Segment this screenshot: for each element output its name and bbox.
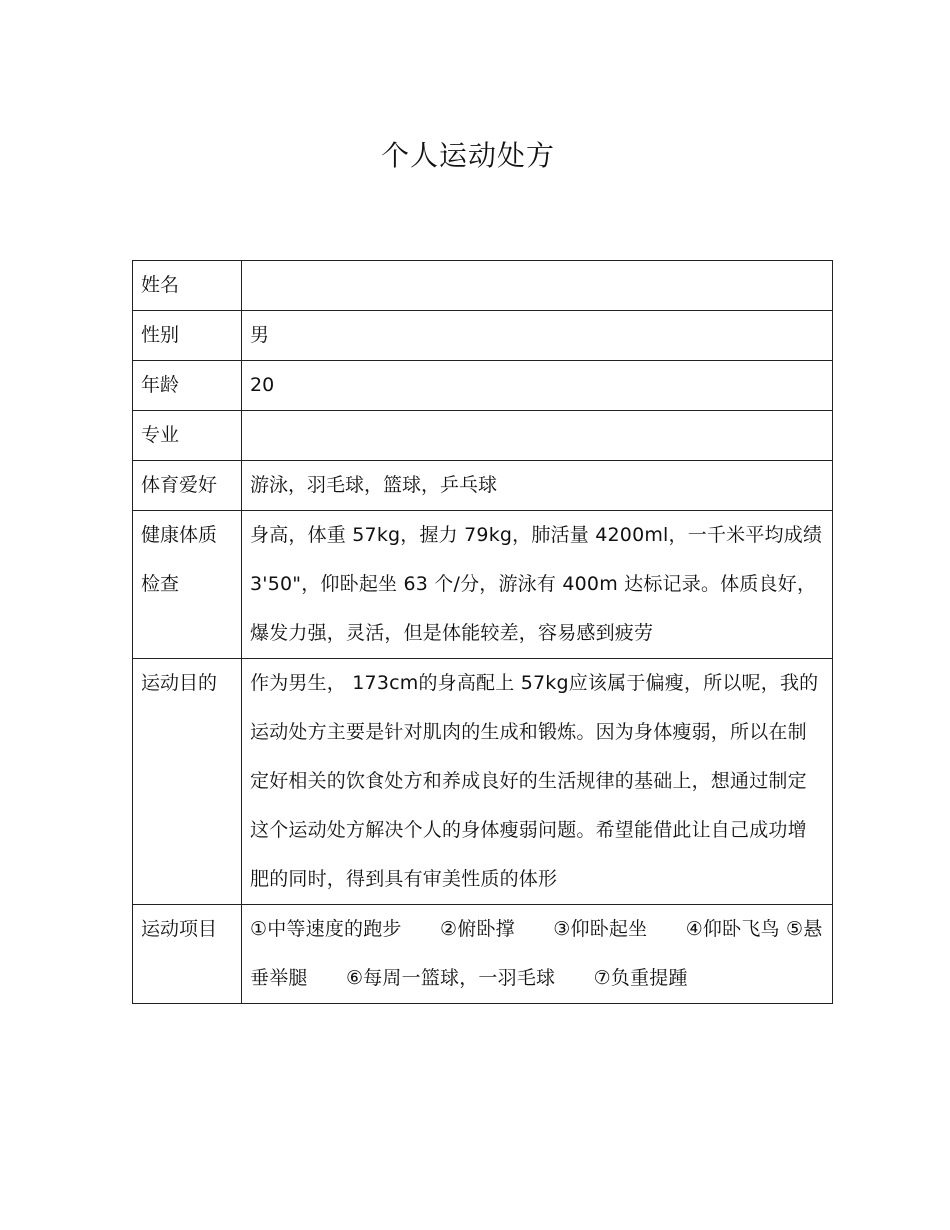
label-name: 姓名 bbox=[133, 261, 242, 311]
table-row-major bbox=[133, 411, 833, 461]
value-name bbox=[242, 261, 833, 311]
value-exercise-items: ①中等速度的跑步 ②俯卧撑 ③仰卧起坐 ④仰卧飞鸟 ⑤悬垂举腿 ⑥每周一篮球，一羽毛球 ⑦负重提踵 bbox=[242, 905, 833, 1004]
value-hobbies: 游泳，羽毛球，篮球，乒乓球 bbox=[242, 461, 833, 511]
value-health-check: 身高，体重 57kg，握力 79kg，肺活量 4200ml，一千米平均成绩 3'50"，仰卧起坐 63 个/分，游泳有 400m 达标记录。体质良好，爆发力强，灵活，但是体能较差，容易感到疲劳 bbox=[242, 511, 833, 659]
label-age: 年龄 bbox=[133, 361, 242, 411]
label-hobbies: 体育爱好 bbox=[133, 461, 242, 511]
value-age: 20 bbox=[242, 361, 833, 411]
table-row-hobbies bbox=[133, 461, 833, 511]
label-exercise-items: 运动项目 bbox=[133, 905, 242, 1004]
table-row-age bbox=[133, 361, 833, 411]
table-row-health-check bbox=[133, 511, 833, 659]
table-row-gender bbox=[133, 311, 833, 361]
value-purpose: 作为男生， 173cm的身高配上 57kg应该属于偏瘦，所以呢，我的运动处方主要是针对肌肉的生成和锻炼。因为身体瘦弱，所以在制定好相关的饮食处方和养成良好的生活规律的基础上，想通过制定这个运动处方解决个人的身体瘦弱问题。希望能借此让自己成功增肥的同时，得到具有审美性质的体形 bbox=[242, 659, 833, 905]
label-purpose: 运动目的 bbox=[133, 659, 242, 905]
value-gender: 男 bbox=[242, 311, 833, 361]
table-row-purpose bbox=[133, 659, 833, 905]
exercise-prescription-table bbox=[132, 260, 833, 1004]
value-major bbox=[242, 411, 833, 461]
table-row-name bbox=[133, 261, 833, 311]
label-major: 专业 bbox=[133, 411, 242, 461]
page-title: 个人运动处方 bbox=[380, 139, 555, 172]
table-row-exercise-items bbox=[133, 905, 833, 1004]
label-gender: 性别 bbox=[133, 311, 242, 361]
label-health-check: 健康体质检查 bbox=[133, 511, 242, 659]
